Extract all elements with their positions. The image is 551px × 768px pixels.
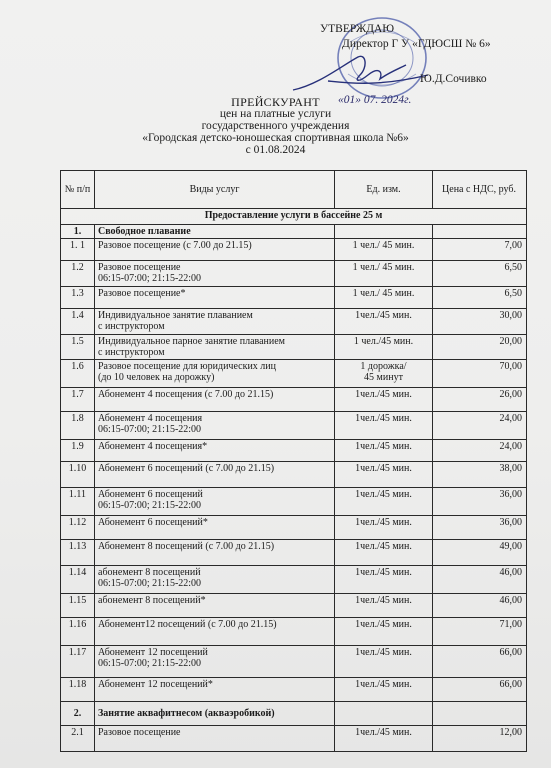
row-price: 66,00 <box>433 646 527 678</box>
row-price: 38,00 <box>433 462 527 488</box>
director-name: Ю.Д.Сочивко <box>420 73 487 85</box>
title-line: «Городская детско-юношеская спортивная школа №6» <box>142 132 409 144</box>
row-unit: 1чел./45 мин. <box>335 462 433 488</box>
row-unit: 1чел./45 мин. <box>335 618 433 646</box>
row-unit: 1чел./45 мин. <box>335 412 433 440</box>
table-row <box>61 516 527 540</box>
director-title: Директор Г У «ГДЮСШ № 6» <box>342 38 491 50</box>
table-header <box>61 171 527 209</box>
row-unit: 1 чел./ 45 мин. <box>335 239 433 261</box>
row-price: 6,50 <box>433 261 527 287</box>
row-service: Абонемент 4 посещения (с 7.00 до 21.15) <box>95 388 335 412</box>
row-num: 2.1 <box>61 726 95 752</box>
table-row <box>61 335 527 360</box>
table-row <box>61 412 527 440</box>
group-num: 2. <box>61 702 95 726</box>
group-num: 1. <box>61 225 95 239</box>
row-service: Абонемент 6 посещений (с 7.00 до 21.15) <box>95 462 335 488</box>
rows-swimming <box>61 239 527 702</box>
table-row <box>61 440 527 462</box>
row-num: 1. 1 <box>61 239 95 261</box>
row-num: 1.9 <box>61 440 95 462</box>
row-service: Абонемент12 посещений (с 7.00 до 21.15) <box>95 618 335 646</box>
row-unit: 1чел./45 мин. <box>335 646 433 678</box>
table-row <box>61 540 527 566</box>
row-price: 70,00 <box>433 360 527 388</box>
title-line: цен на платные услуги <box>219 108 332 120</box>
row-num: 1.4 <box>61 309 95 335</box>
row-service: Разовое посещение (с 7.00 до 21.15) <box>95 239 335 261</box>
row-num: 1.6 <box>61 360 95 388</box>
row-service: абонемент 8 посещений* <box>95 594 335 618</box>
approved-label: УТВЕРЖДАЮ <box>320 23 395 35</box>
price-table <box>60 170 527 752</box>
row-unit: 1чел./45 мин. <box>335 488 433 516</box>
row-service: Абонемент 4 посещения 06:15-07:00; 21:15-22:00 <box>95 412 335 440</box>
row-price: 12,00 <box>433 726 527 752</box>
row-num: 1.8 <box>61 412 95 440</box>
rows-aquafitness <box>61 726 527 752</box>
table-row <box>61 388 527 412</box>
row-service: Разовое посещение 06:15-07:00; 21:15-22:00 <box>95 261 335 287</box>
row-unit: 1чел./45 мин. <box>335 516 433 540</box>
section-title: Предоставление услуги в бассейне 25 м <box>61 209 527 225</box>
header-service: Виды услуг <box>95 171 335 209</box>
table-row <box>61 261 527 287</box>
row-service: Разовое посещение* <box>95 287 335 309</box>
table-row <box>61 462 527 488</box>
row-num: 1.15 <box>61 594 95 618</box>
table-row <box>61 309 527 335</box>
row-service: Абонемент 6 посещений 06:15-07:00; 21:15-22:00 <box>95 488 335 516</box>
table-row <box>61 726 527 752</box>
group-row <box>61 225 527 239</box>
table-row <box>61 678 527 702</box>
row-service: абонемент 8 посещений 06:15-07:00; 21:15-22:00 <box>95 566 335 594</box>
row-service: Абонемент 6 посещений* <box>95 516 335 540</box>
document-title <box>0 96 551 156</box>
row-service: Индивидуальное парное занятие плаванием с инструктором <box>95 335 335 360</box>
row-num: 1.17 <box>61 646 95 678</box>
row-price: 20,00 <box>433 335 527 360</box>
row-price: 6,50 <box>433 287 527 309</box>
group-name: Свободное плавание <box>95 225 335 239</box>
row-price: 46,00 <box>433 566 527 594</box>
row-num: 1.16 <box>61 618 95 646</box>
row-num: 1.7 <box>61 388 95 412</box>
title-line: государственного учреждения <box>201 120 350 132</box>
table-row <box>61 566 527 594</box>
table-row <box>61 646 527 678</box>
group-name: Занятие аквафитнесом (акваэробикой) <box>95 702 335 726</box>
row-unit: 1чел./45 мин. <box>335 388 433 412</box>
row-num: 1.12 <box>61 516 95 540</box>
table-row <box>61 618 527 646</box>
row-num: 1.18 <box>61 678 95 702</box>
row-price: 30,00 <box>433 309 527 335</box>
table-row <box>61 488 527 516</box>
row-unit: 1 чел./ 45 мин. <box>335 287 433 309</box>
row-service: Абонемент 4 посещения* <box>95 440 335 462</box>
row-num: 1.3 <box>61 287 95 309</box>
row-service: Разовое посещение <box>95 726 335 752</box>
row-num: 1.5 <box>61 335 95 360</box>
row-price: 46,00 <box>433 594 527 618</box>
row-price: 36,00 <box>433 516 527 540</box>
section-row <box>61 209 527 225</box>
row-num: 1.14 <box>61 566 95 594</box>
header-unit: Ед. изм. <box>335 171 433 209</box>
row-service: Индивидуальное занятие плаванием с инструктором <box>95 309 335 335</box>
row-unit: 1 чел./45 мин. <box>335 335 433 360</box>
row-service: Абонемент 8 посещений (с 7.00 до 21.15) <box>95 540 335 566</box>
row-num: 1.10 <box>61 462 95 488</box>
row-service: Разовое посещение для юридических лиц (до 10 человек на дорожку) <box>95 360 335 388</box>
row-unit: 1чел./45 мин. <box>335 566 433 594</box>
row-price: 49,00 <box>433 540 527 566</box>
row-unit: 1чел./45 мин. <box>335 678 433 702</box>
row-unit: 1чел./45 мин. <box>335 726 433 752</box>
row-unit: 1 чел./ 45 мин. <box>335 261 433 287</box>
row-unit: 1 дорожка/ 45 минут <box>335 360 433 388</box>
row-price: 66,00 <box>433 678 527 702</box>
table-row <box>61 239 527 261</box>
row-service: Абонемент 12 посещений* <box>95 678 335 702</box>
group-row <box>61 702 527 726</box>
row-price: 26,00 <box>433 388 527 412</box>
row-unit: 1чел./45 мин. <box>335 309 433 335</box>
row-service: Абонемент 12 посещений 06:15-07:00; 21:15-22:00 <box>95 646 335 678</box>
header-num: № п/п <box>61 171 95 209</box>
header-price: Цена с НДС, руб. <box>433 171 527 209</box>
row-price: 71,00 <box>433 618 527 646</box>
table-row <box>61 287 527 309</box>
row-price: 24,00 <box>433 440 527 462</box>
table-row <box>61 594 527 618</box>
table-row <box>61 360 527 388</box>
title-heading: ПРЕЙСКУРАНТ <box>231 95 320 109</box>
row-num: 1.13 <box>61 540 95 566</box>
row-unit: 1чел./45 мин. <box>335 540 433 566</box>
row-price: 7,00 <box>433 239 527 261</box>
approval-date: «01» 07. 2024г. <box>338 94 412 106</box>
row-num: 1.11 <box>61 488 95 516</box>
row-unit: 1чел./45 мин. <box>335 594 433 618</box>
row-num: 1.2 <box>61 261 95 287</box>
row-price: 36,00 <box>433 488 527 516</box>
title-line: с 01.08.2024 <box>245 144 306 156</box>
row-unit: 1чел./45 мин. <box>335 440 433 462</box>
row-price: 24,00 <box>433 412 527 440</box>
